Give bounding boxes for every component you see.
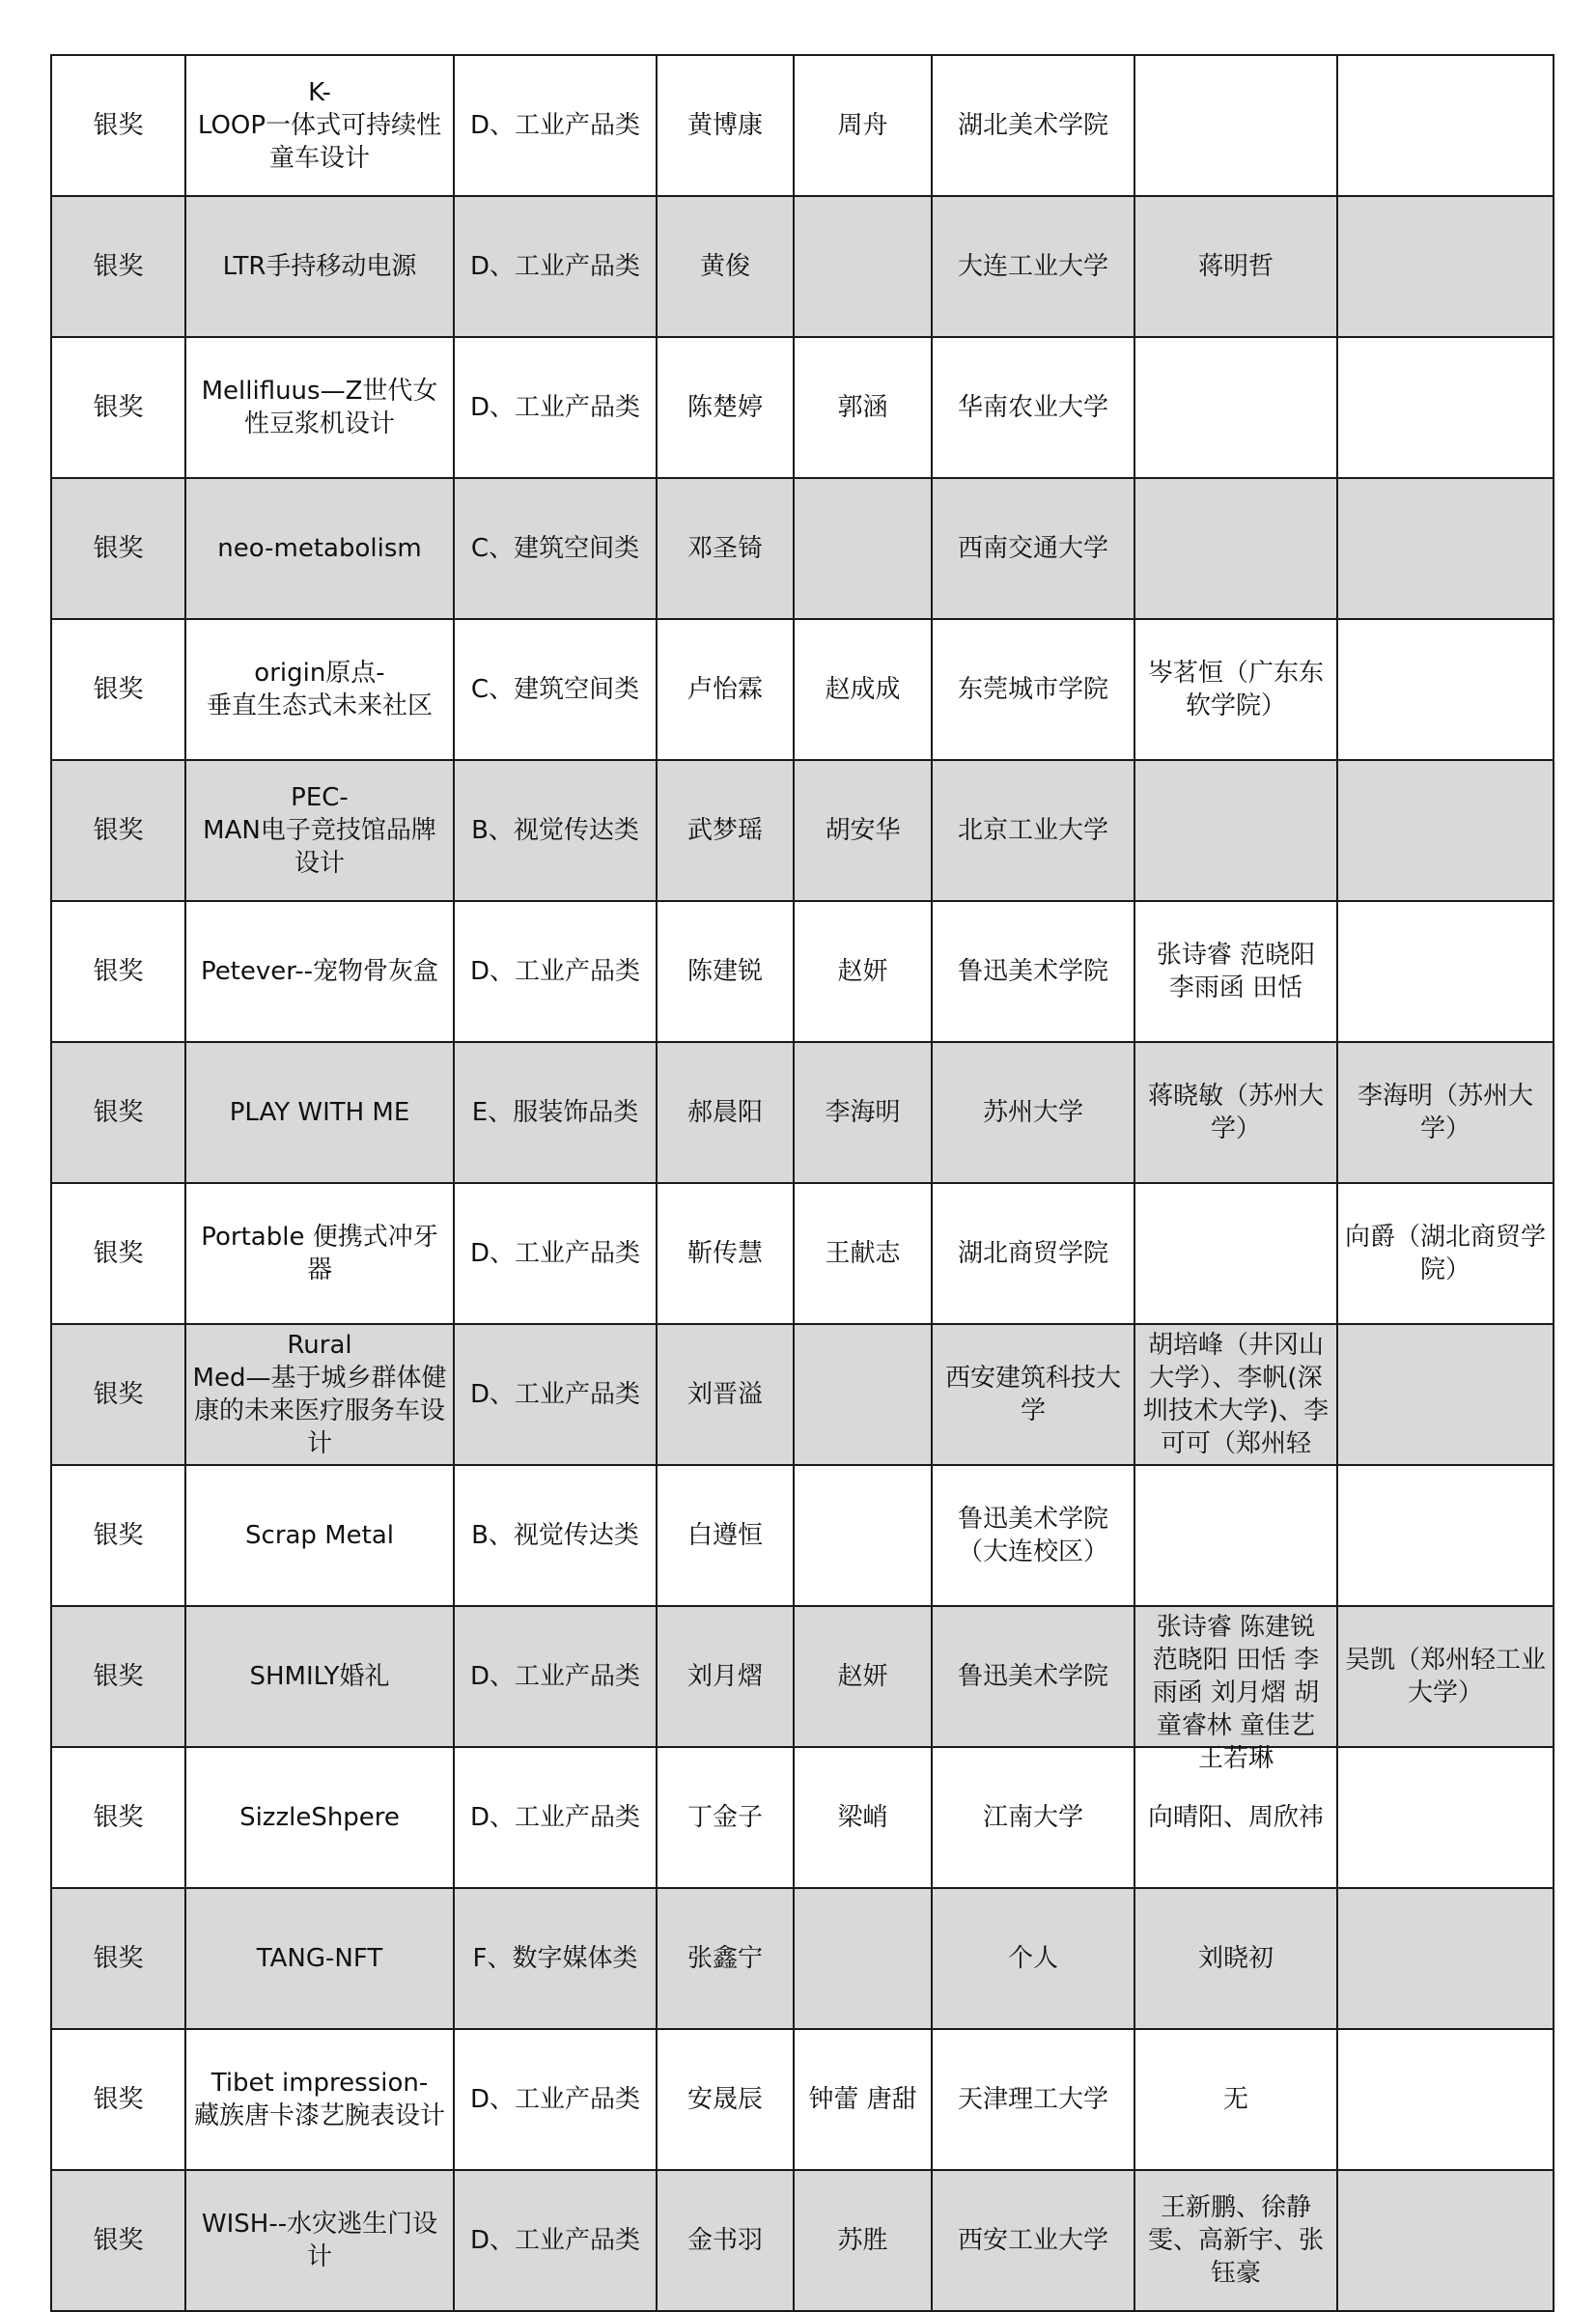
author-text: 白遵恒	[686, 1521, 763, 1550]
school-text: 鲁迅美术学院	[957, 957, 1108, 986]
title-text: origin原点- 垂直生态式未来社区	[206, 659, 433, 720]
cell-category	[454, 337, 657, 478]
cell-title	[185, 2170, 454, 2311]
advisor-text: 无	[1222, 2085, 1248, 2114]
cell-school	[932, 2029, 1134, 2170]
school-text: 北京工业大学	[957, 816, 1108, 845]
category-text: D、工业产品类	[469, 1803, 641, 1832]
cell-author	[657, 196, 794, 337]
advisor-text: 张诗睿 范晓阳 李雨函 田恬	[1156, 941, 1316, 1002]
award-text: 银奖	[93, 675, 144, 704]
cell-award	[51, 760, 185, 901]
school-text: 湖北美术学院	[957, 111, 1108, 140]
cell-advisor	[1134, 1888, 1337, 2029]
award-text: 银奖	[93, 2226, 144, 2255]
table-row	[51, 1747, 1554, 1888]
cell-advisor	[1134, 1042, 1337, 1183]
cell-member	[794, 1183, 932, 1324]
cell-advisor	[1134, 1183, 1337, 1324]
table-row	[51, 1183, 1554, 1324]
cell-category	[454, 1606, 657, 1747]
cell-advisor	[1134, 1465, 1337, 1606]
title-text: neo-metabolism	[217, 534, 422, 563]
cell-member	[794, 1606, 932, 1747]
cell-category	[454, 1888, 657, 2029]
cell-award	[51, 1324, 185, 1465]
table-row	[51, 1888, 1554, 2029]
advisor-text: 王新鹏、徐静雯、高新宇、张钰豪	[1147, 2193, 1324, 2288]
cell-author	[657, 2170, 794, 2311]
cell-author	[657, 619, 794, 760]
cell-title	[185, 196, 454, 337]
title-text: Scrap Metal	[245, 1521, 394, 1550]
cell-author	[657, 478, 794, 619]
award-text: 银奖	[93, 252, 144, 281]
cell-extra	[1337, 1606, 1554, 1747]
advisor-text: 蒋明哲	[1197, 252, 1274, 281]
award-text: 银奖	[93, 1521, 144, 1550]
title-text: SHMILY婚礼	[249, 1662, 390, 1691]
category-text: D、工业产品类	[469, 1380, 641, 1409]
cell-member	[794, 1888, 932, 2029]
table-row	[51, 55, 1554, 196]
cell-advisor	[1134, 1606, 1337, 1773]
cell-member	[794, 2170, 932, 2311]
category-text: D、工业产品类	[469, 957, 641, 986]
cell-author	[657, 55, 794, 196]
cell-member	[794, 1747, 932, 1888]
cell-advisor	[1134, 2170, 1337, 2311]
cell-author	[657, 1324, 794, 1465]
school-text: 西安工业大学	[957, 2226, 1108, 2255]
award-text: 银奖	[93, 393, 144, 422]
cell-school	[932, 196, 1134, 337]
cell-extra	[1337, 478, 1554, 619]
cell-award	[51, 619, 185, 760]
cell-award	[51, 1606, 185, 1747]
advisor-text: 向晴阳、周欣祎	[1147, 1803, 1324, 1832]
category-text: D、工业产品类	[469, 2085, 641, 2114]
author-text: 黄博康	[686, 111, 763, 140]
awards-table	[50, 54, 1554, 2312]
table-row	[51, 1324, 1554, 1465]
award-text: 银奖	[93, 957, 144, 986]
advisor-text: 胡培峰（井冈山大学）、李帆(深圳技术大学)、李可可（郑州轻	[1142, 1331, 1330, 1458]
cell-category	[454, 760, 657, 901]
cell-title	[185, 1747, 454, 1888]
cell-category	[454, 1042, 657, 1183]
cell-award	[51, 2029, 185, 2170]
title-text: TANG-NFT	[256, 1944, 383, 1973]
title-text: K- LOOP一体式可持续性童车设计	[197, 78, 442, 173]
cell-category	[454, 196, 657, 337]
school-text: 鲁迅美术学院（大连校区）	[957, 1505, 1108, 1566]
category-text: E、服装饰品类	[471, 1098, 639, 1127]
cell-school	[932, 55, 1134, 196]
cell-extra	[1337, 196, 1554, 337]
cell-category	[454, 1324, 657, 1465]
author-text: 郝晨阳	[686, 1098, 763, 1127]
school-text: 苏州大学	[982, 1098, 1083, 1127]
school-text: 湖北商贸学院	[957, 1239, 1108, 1268]
cell-advisor	[1134, 619, 1337, 760]
category-text: D、工业产品类	[469, 393, 641, 422]
cell-advisor	[1134, 55, 1337, 196]
cell-member	[794, 337, 932, 478]
author-text: 刘晋溢	[686, 1380, 763, 1409]
category-text: C、建筑空间类	[470, 534, 640, 563]
cell-category	[454, 1747, 657, 1888]
cell-category	[454, 1465, 657, 1606]
cell-award	[51, 1465, 185, 1606]
cell-category	[454, 478, 657, 619]
school-text: 大连工业大学	[957, 252, 1108, 281]
cell-award	[51, 1183, 185, 1324]
cell-school	[932, 1606, 1134, 1747]
cell-award	[51, 196, 185, 337]
title-text: Portable 便携式冲牙器	[201, 1223, 438, 1284]
cell-author	[657, 901, 794, 1042]
award-text: 银奖	[93, 1803, 144, 1832]
cell-award	[51, 1747, 185, 1888]
cell-member	[794, 196, 932, 337]
cell-category	[454, 2029, 657, 2170]
school-text: 华南农业大学	[957, 393, 1108, 422]
cell-school	[932, 619, 1134, 760]
cell-advisor	[1134, 196, 1337, 337]
cell-title	[185, 1324, 454, 1465]
cell-author	[657, 760, 794, 901]
cell-title	[185, 337, 454, 478]
cell-title	[185, 55, 454, 196]
cell-advisor	[1134, 478, 1337, 619]
cell-extra	[1337, 1747, 1554, 1888]
cell-school	[932, 337, 1134, 478]
cell-category	[454, 1183, 657, 1324]
cell-title	[185, 1465, 454, 1606]
school-text: 天津理工大学	[957, 2085, 1108, 2114]
school-text: 西南交通大学	[957, 534, 1108, 563]
award-text: 银奖	[93, 1662, 144, 1691]
cell-extra	[1337, 1465, 1554, 1606]
cell-school	[932, 2170, 1134, 2311]
cell-extra	[1337, 337, 1554, 478]
cell-member	[794, 760, 932, 901]
extra-text: 向爵（湖北商贸学院）	[1344, 1223, 1546, 1284]
author-text: 黄俊	[699, 252, 750, 281]
cell-extra	[1337, 1324, 1554, 1465]
author-text: 卢怡霖	[686, 675, 763, 704]
advisor-text: 张诗睿 陈建锐 范晓阳 田恬 李雨函 刘月熠 胡童睿林 童佳艺 王若琳	[1152, 1613, 1320, 1773]
award-text: 银奖	[93, 2085, 144, 2114]
cell-title	[185, 1042, 454, 1183]
cell-category	[454, 901, 657, 1042]
cell-extra	[1337, 1888, 1554, 2029]
cell-advisor	[1134, 760, 1337, 901]
cell-extra	[1337, 2029, 1554, 2170]
member-text: 梁峭	[837, 1803, 888, 1832]
author-text: 张鑫宁	[686, 1944, 763, 1973]
table-row	[51, 1465, 1554, 1606]
category-text: D、工业产品类	[469, 111, 641, 140]
table-row	[51, 337, 1554, 478]
cell-title	[185, 2029, 454, 2170]
cell-member	[794, 478, 932, 619]
author-text: 靳传慧	[686, 1239, 763, 1268]
author-text: 金书羽	[686, 2226, 763, 2255]
cell-category	[454, 55, 657, 196]
school-text: 江南大学	[982, 1803, 1083, 1832]
table-row	[51, 1042, 1554, 1183]
cell-school	[932, 1042, 1134, 1183]
cell-title	[185, 1606, 454, 1747]
cell-title	[185, 1888, 454, 2029]
title-text: Rural Med—基于城乡群体健康的未来医疗服务车设计	[192, 1331, 447, 1458]
school-text: 西安建筑科技大学	[944, 1364, 1121, 1425]
cell-award	[51, 55, 185, 196]
cell-award	[51, 337, 185, 478]
extra-text: 吴凯（郑州轻工业大学）	[1344, 1646, 1546, 1707]
cell-school	[932, 478, 1134, 619]
cell-advisor	[1134, 2029, 1337, 2170]
member-text: 赵成成	[825, 675, 901, 704]
award-text: 银奖	[93, 1380, 144, 1409]
member-text: 胡安华	[825, 816, 901, 845]
award-text: 银奖	[93, 1239, 144, 1268]
title-text: PEC- MAN电子竞技馆品牌设计	[203, 783, 436, 878]
school-text: 东莞城市学院	[957, 675, 1108, 704]
cell-award	[51, 901, 185, 1042]
cell-title	[185, 1183, 454, 1324]
category-text: D、工业产品类	[469, 252, 641, 281]
cell-school	[932, 1465, 1134, 1606]
cell-school	[932, 1888, 1134, 2029]
title-text: SizzleShpere	[239, 1803, 400, 1832]
cell-title	[185, 760, 454, 901]
author-text: 武梦瑶	[686, 816, 763, 845]
cell-school	[932, 901, 1134, 1042]
member-text: 钟蕾 唐甜	[808, 2085, 917, 2114]
cell-school	[932, 760, 1134, 901]
table-row	[51, 901, 1554, 1042]
author-text: 陈楚婷	[686, 393, 763, 422]
cell-member	[794, 901, 932, 1042]
cell-member	[794, 619, 932, 760]
cell-award	[51, 1042, 185, 1183]
cell-school	[932, 1183, 1134, 1324]
award-text: 银奖	[93, 534, 144, 563]
cell-category	[454, 619, 657, 760]
category-text: F、数字媒体类	[472, 1944, 638, 1973]
title-text: PLAY WITH ME	[229, 1098, 410, 1127]
table-row	[51, 1606, 1554, 1747]
cell-award	[51, 1888, 185, 2029]
award-text: 银奖	[93, 1098, 144, 1127]
extra-text: 李海明（苏州大学）	[1357, 1082, 1533, 1143]
cell-author	[657, 337, 794, 478]
title-text: Mellifluus—Z世代女性豆浆机设计	[201, 377, 438, 438]
award-text: 银奖	[93, 816, 144, 845]
cell-extra	[1337, 619, 1554, 760]
member-text: 郭涵	[837, 393, 888, 422]
cell-extra	[1337, 901, 1554, 1042]
cell-award	[51, 478, 185, 619]
cell-member	[794, 1465, 932, 1606]
advisor-text: 刘晓初	[1197, 1944, 1274, 1973]
advisor-text: 岑茗恒（广东东软学院）	[1147, 659, 1324, 720]
title-text: Tibet impression- 藏族唐卡漆艺腕表设计	[193, 2069, 445, 2130]
cell-title	[185, 478, 454, 619]
cell-author	[657, 2029, 794, 2170]
author-text: 邓圣锜	[686, 534, 763, 563]
cell-advisor	[1134, 1324, 1337, 1465]
award-text: 银奖	[93, 111, 144, 140]
school-text: 个人	[1007, 1944, 1058, 1973]
cell-member	[794, 55, 932, 196]
table-row	[51, 760, 1554, 901]
category-text: B、视觉传达类	[471, 816, 639, 845]
cell-author	[657, 1888, 794, 2029]
cell-author	[657, 1042, 794, 1183]
cell-author	[657, 1183, 794, 1324]
cell-member	[794, 2029, 932, 2170]
member-text: 王献志	[825, 1239, 901, 1268]
cell-title	[185, 901, 454, 1042]
cell-extra	[1337, 1042, 1554, 1183]
cell-extra	[1337, 2170, 1554, 2311]
title-text: LTR手持移动电源	[222, 252, 417, 281]
cell-extra	[1337, 760, 1554, 901]
cell-author	[657, 1747, 794, 1888]
cell-extra	[1337, 55, 1554, 196]
award-text: 银奖	[93, 1944, 144, 1973]
category-text: D、工业产品类	[469, 1662, 641, 1691]
cell-award	[51, 2170, 185, 2311]
title-text: WISH--水灾逃生门设计	[201, 2210, 438, 2271]
author-text: 丁金子	[686, 1803, 763, 1832]
cell-advisor	[1134, 901, 1337, 1042]
school-text: 鲁迅美术学院	[957, 1662, 1108, 1691]
author-text: 刘月熠	[686, 1662, 763, 1691]
category-text: D、工业产品类	[469, 1239, 641, 1268]
cell-author	[657, 1606, 794, 1747]
table-row	[51, 2170, 1554, 2311]
member-text: 苏胜	[837, 2226, 888, 2255]
cell-extra	[1337, 1183, 1554, 1324]
title-text: Petever--宠物骨灰盒	[200, 957, 439, 986]
member-text: 赵妍	[837, 957, 888, 986]
author-text: 陈建锐	[686, 957, 763, 986]
table-row	[51, 196, 1554, 337]
advisor-text: 蒋晓敏（苏州大学）	[1147, 1082, 1324, 1143]
author-text: 安晟辰	[686, 2085, 763, 2114]
cell-school	[932, 1747, 1134, 1888]
category-text: D、工业产品类	[469, 2226, 641, 2255]
member-text: 赵妍	[837, 1662, 888, 1691]
table-row	[51, 478, 1554, 619]
table-row	[51, 619, 1554, 760]
category-text: B、视觉传达类	[471, 1521, 639, 1550]
table-row	[51, 2029, 1554, 2170]
member-text: 周舟	[837, 111, 888, 140]
category-text: C、建筑空间类	[470, 675, 640, 704]
member-text: 李海明	[825, 1098, 901, 1127]
cell-member	[794, 1042, 932, 1183]
cell-advisor	[1134, 337, 1337, 478]
cell-author	[657, 1465, 794, 1606]
cell-category	[454, 2170, 657, 2311]
cell-school	[932, 1324, 1134, 1465]
cell-title	[185, 619, 454, 760]
cell-member	[794, 1324, 932, 1465]
